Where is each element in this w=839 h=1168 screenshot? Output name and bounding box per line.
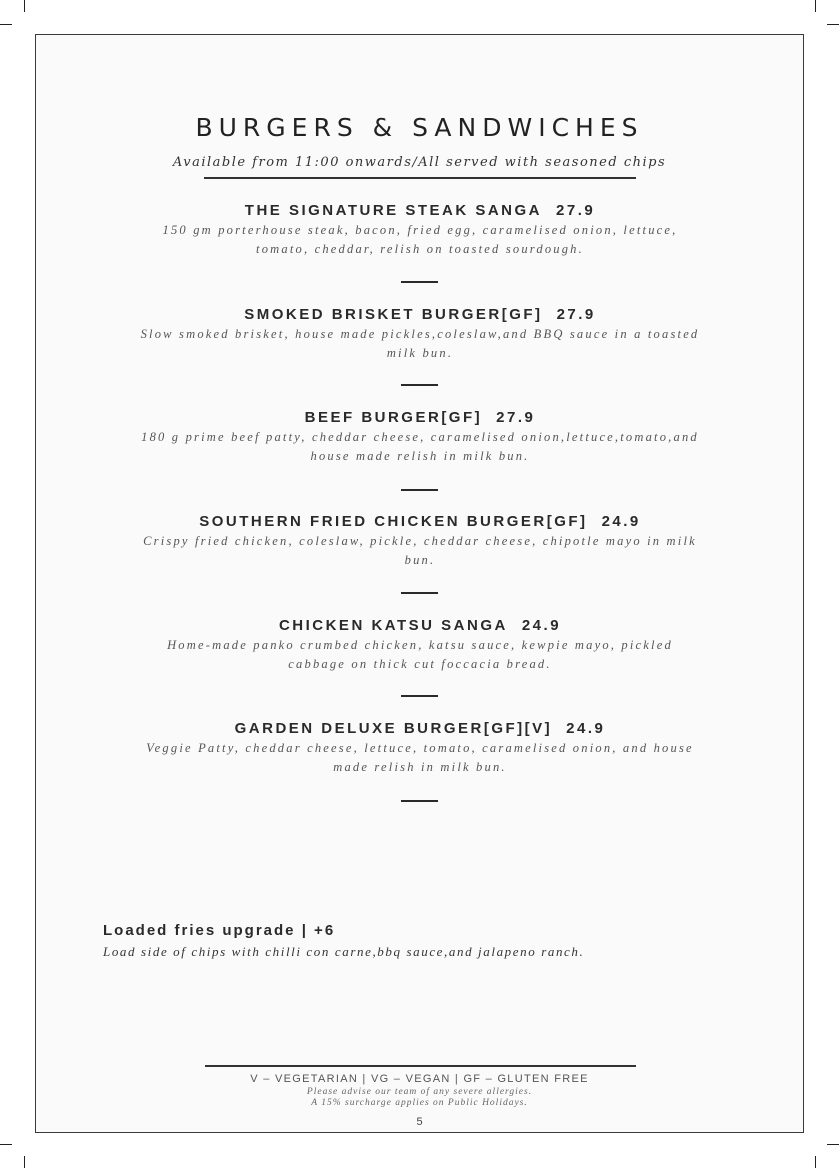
upgrade-name: Loaded fries upgrade | +6 (103, 922, 336, 939)
page-border (35, 34, 804, 1133)
surcharge-note: A 15% surcharge applies on Public Holidays. (311, 1098, 528, 1108)
item-divider (401, 592, 438, 594)
item-divider (401, 384, 438, 386)
subtitle-divider (204, 177, 636, 179)
menu-item-name: SOUTHERN FRIED CHICKEN BURGER[GF] (199, 513, 588, 530)
menu-item-name: SMOKED BRISKET BURGER[GF] (244, 306, 543, 323)
crop-mark (0, 24, 12, 25)
upgrade-description: Load side of chips with chilli con carne,bbq sauce,and jalapeno ranch. (103, 944, 585, 959)
menu-item (140, 202, 700, 259)
menu-item-price: 24.9 (566, 720, 606, 737)
menu-title: BURGERS & SANDWICHES (195, 113, 644, 142)
item-divider (401, 489, 438, 491)
menu-item-price: 24.9 (521, 617, 562, 634)
crop-mark (827, 1144, 839, 1145)
menu-item-description: Home-made panko crumbed chicken, katsu sauce, kewpie mayo, pickled cabbage on thick cut foccacia bread. (167, 638, 673, 671)
item-divider (401, 281, 438, 283)
menu-item-price: 27.9 (556, 202, 596, 219)
menu-item-heading (140, 409, 700, 426)
menu-item (140, 720, 700, 777)
crop-mark (815, 1156, 816, 1168)
menu-item (140, 617, 700, 674)
menu-item (140, 409, 700, 466)
crop-mark (24, 1156, 25, 1168)
menu-item-name: CHICKEN KATSU SANGA (278, 617, 508, 634)
menu-item-description: 150 gm porterhouse steak, bacon, fried egg, caramelised onion, lettuce, tomato, cheddar, relish on toasted sourdough. (162, 223, 678, 256)
allergy-note: Please advise our team of any severe allergies. (306, 1087, 533, 1097)
menu-item-name: THE SIGNATURE STEAK SANGA (244, 202, 543, 219)
menu-item (140, 306, 700, 363)
dietary-legend: V – VEGETARIAN | VG – VEGAN | GF – GLUTEN FREE (250, 1073, 589, 1085)
menu-item-description: Slow smoked brisket, house made pickles,coleslaw,and BBQ sauce in a toasted milk bun. (140, 327, 700, 360)
menu-item-heading (140, 720, 700, 737)
crop-mark (24, 0, 25, 12)
menu-item-price: 24.9 (601, 513, 641, 530)
crop-mark (815, 0, 816, 12)
menu-item-price: 27.9 (496, 409, 536, 426)
menu-item-heading (140, 617, 700, 634)
menu-subtitle: Available from 11:00 onwards/All served with seasoned chips (172, 155, 667, 170)
crop-mark (0, 1144, 12, 1145)
menu-item-description: Crispy fried chicken, coleslaw, pickle, cheddar cheese, chipotle mayo in milk bun. (143, 534, 697, 567)
menu-item-heading (140, 202, 700, 219)
menu-item (140, 513, 700, 570)
menu-item-name: BEEF BURGER[GF] (304, 409, 483, 426)
item-divider (401, 695, 438, 697)
footer-divider (205, 1065, 636, 1067)
menu-item-price: 27.9 (556, 306, 596, 323)
page-number: 5 (416, 1116, 423, 1128)
item-divider (401, 800, 438, 802)
menu-item-name: GARDEN DELUXE BURGER[GF][V] (234, 720, 553, 737)
menu-item-description: 180 g prime beef patty, cheddar cheese, caramelised onion,lettuce,tomato,and house made relish in milk bun. (141, 430, 699, 463)
menu-item-heading (140, 306, 700, 323)
menu-item-description: Veggie Patty, cheddar cheese, lettuce, tomato, caramelised onion, and house made relish in milk bun. (146, 741, 694, 774)
menu-item-heading (140, 513, 700, 530)
crop-mark (827, 24, 839, 25)
